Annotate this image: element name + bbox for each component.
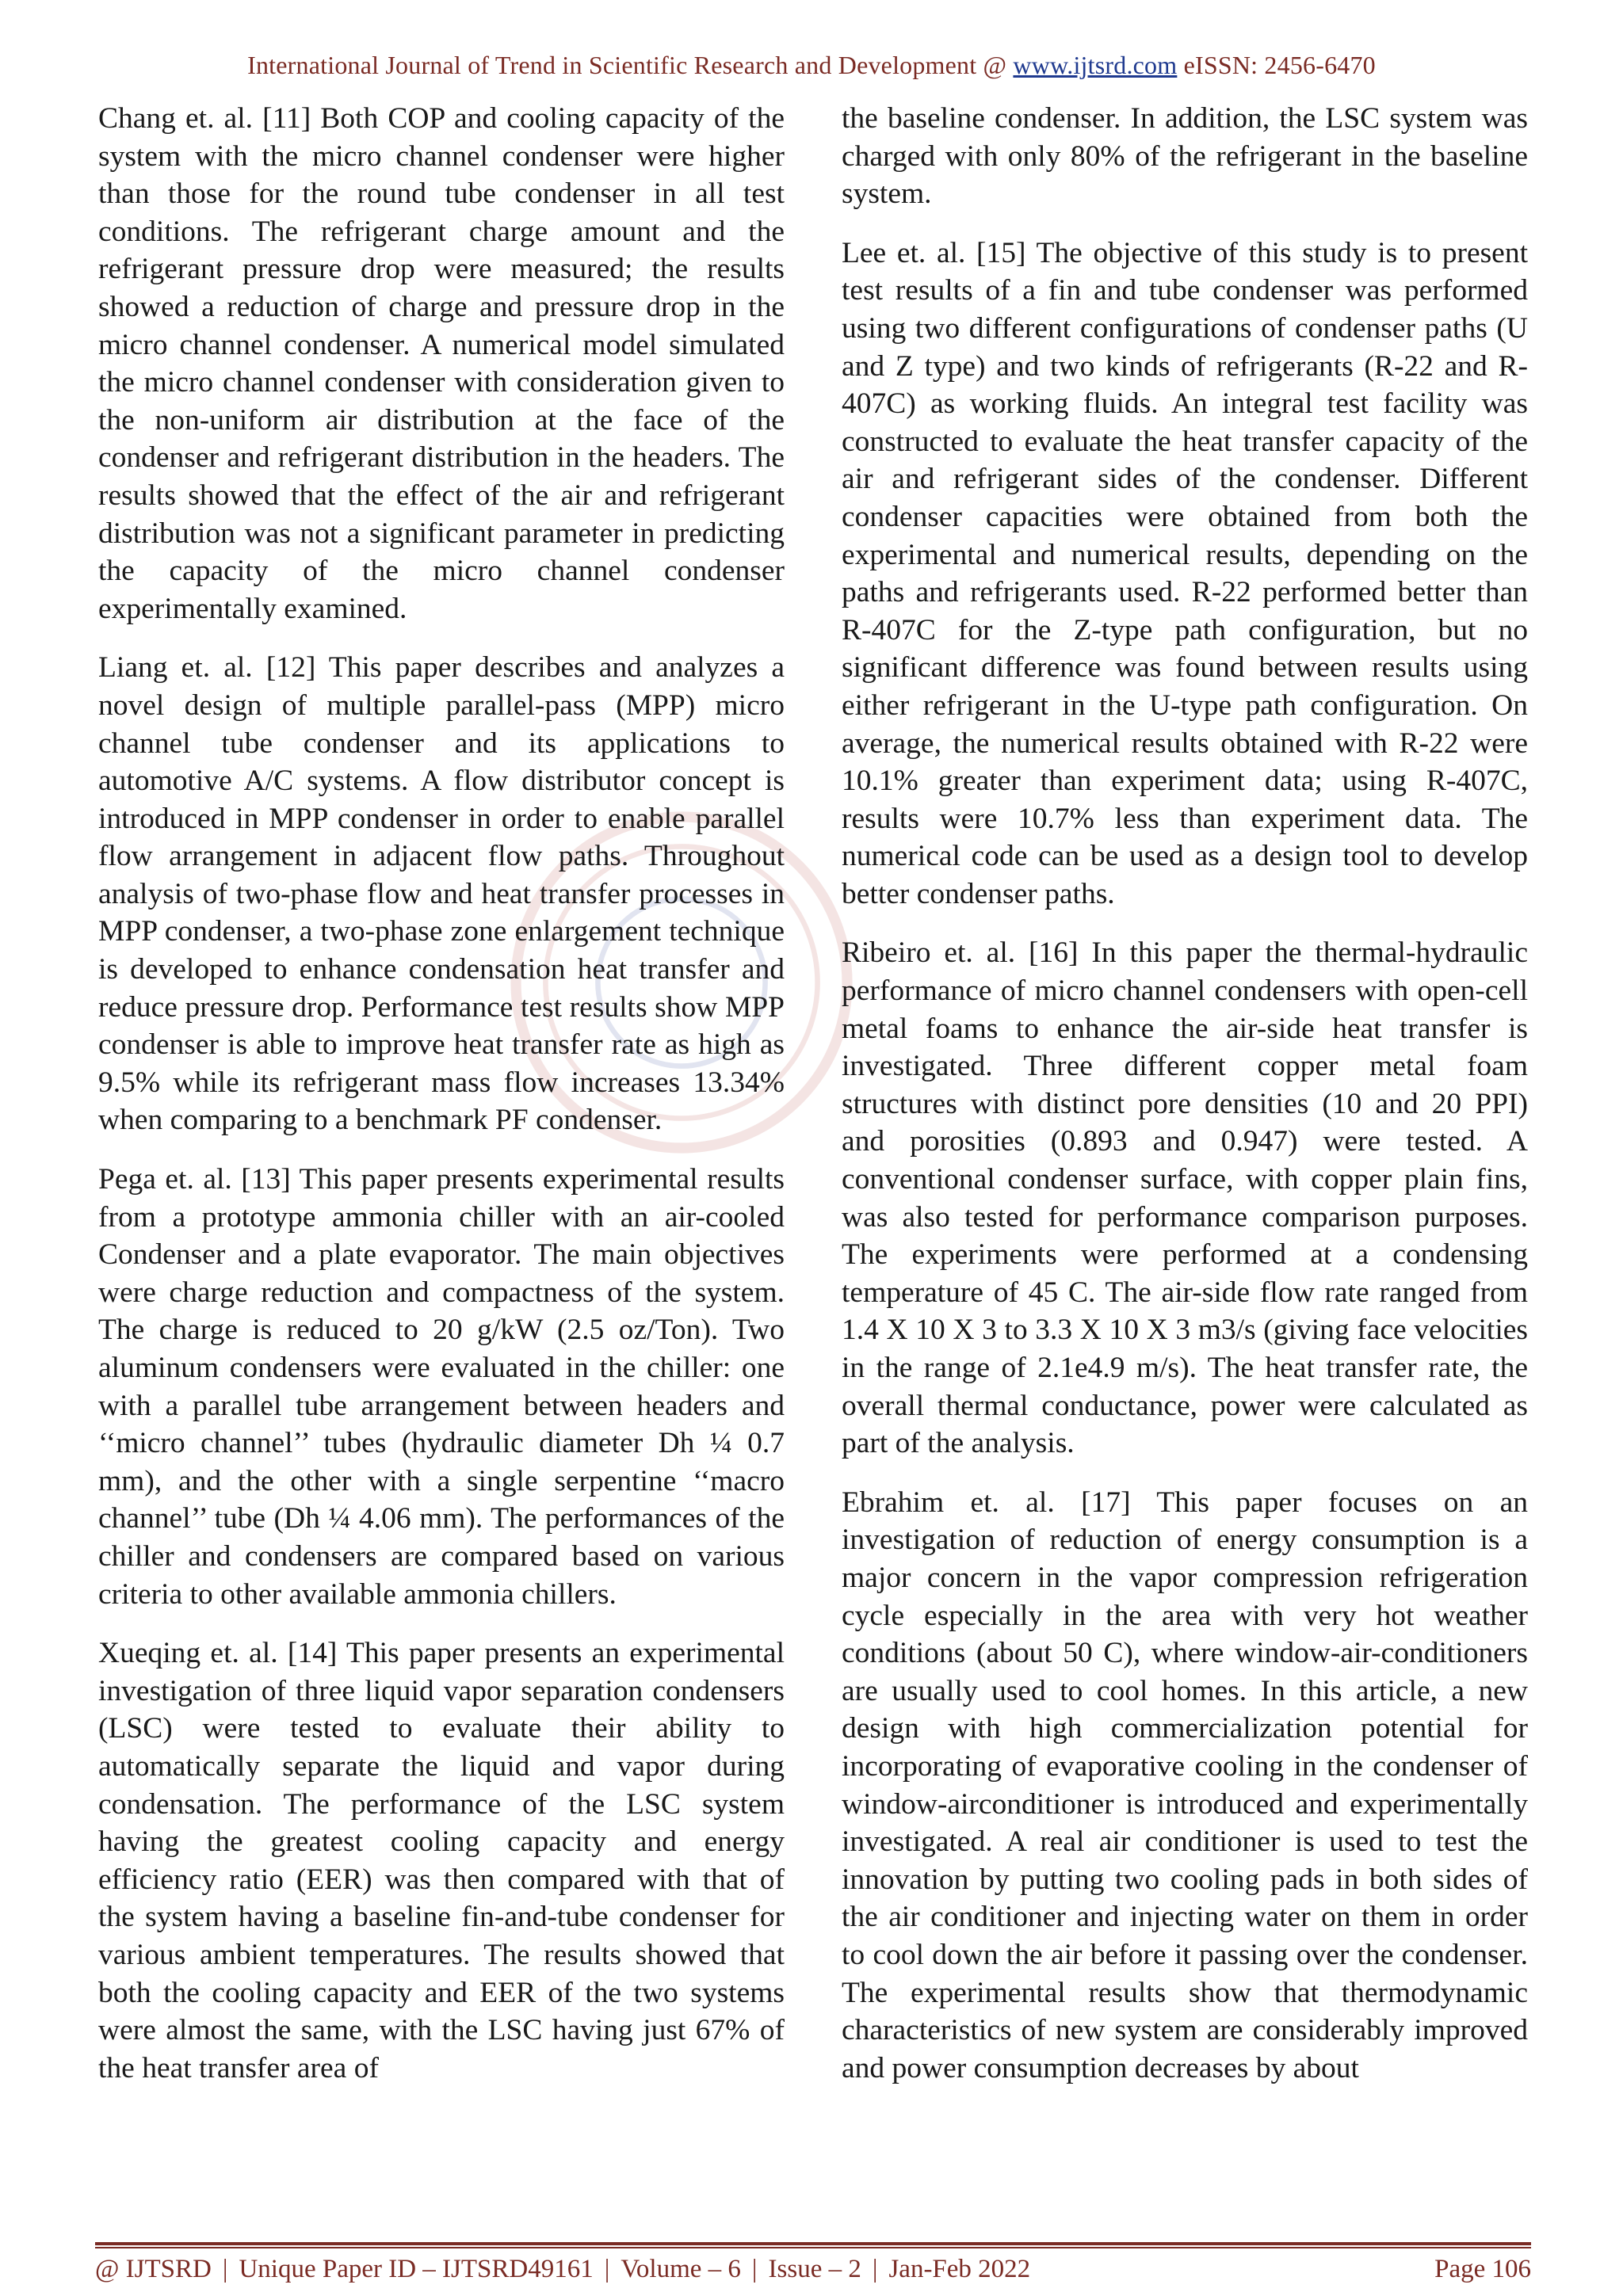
paragraph-ebrahim: Ebrahim et. al. [17] This paper focuses on an investigation of reduction of energy consumption is a major concern in the vapor compression refrigeration cycle especially in the area with very hot weather conditions (about 50 C), where window-air-conditioners are usually used to cool homes. In this article, a new design with high commercialization potential for incorporating of evaporative cooling in the condenser of window-airconditioner is introduced and experimentally investigated. A real air conditioner is used to test the innovation by putting two cooling pads in both sides of the air conditioner and injecting water on them in order to cool down the air before it passing over the condenser. The experimental results show that thermodynamic characteristics of new system are considerably improved and power consumption decreases by about [842,1486,1528,2084]
footer-date: Jan-Feb 2022 [888,2255,1031,2283]
footer-issue: Issue – 2 [768,2255,861,2283]
paragraph-xueqing: Xueqing et. al. [14] This paper presents an experimental investigation of three liquid vapor separation condensers (LSC) were tested to evaluate their ability to automatically separate the liquid and vapor during condensation. The performance of the LSC system having the greatest cooling capacity and energy efficiency ratio (EER) was then compared with that of the system having a baseline fin-and-tube condenser for various ambient temperatures. The results showed that both the cooling capacity and EER of the two systems were almost the same, with the LSC having just 67% of the heat transfer area of [98,1637,785,2084]
left-column [98,100,785,2108]
running-header [0,51,1623,80]
footer-paper-id: Unique Paper ID – IJTSRD49161 [239,2255,594,2283]
page-footer [95,2255,1531,2284]
footer-copyright: @ IJTSRD [95,2255,212,2283]
page-number: Page 106 [1434,2255,1531,2283]
footer-rule-thin [95,2247,1531,2248]
journal-url-link[interactable]: www.ijtsrd.com [1013,51,1178,79]
footer-separator: | [222,2255,228,2283]
paragraph-pega: Pega et. al. [13] This paper presents experimental results from a prototype ammonia chiller with an air-cooled Condenser and a plate evaporator. The main objectives were charge reduction and compactness of the system. The charge is reduced to 20 g/kW (2.5 oz/Ton). Two aluminum condensers were evaluated in the chiller: one with a parallel tube arrangement between headers and ‘‘micro channel’’ tubes (hydraulic diameter Dh ¼ 0.7 mm), and the other with a single serpentine ‘‘macro channel’’ tube (Dh ¼ 4.06 mm). The performances of the chiller and condensers are compared based on various criteria to other available ammonia chillers. [98,1163,785,1611]
footer-rule-thick [95,2242,1531,2245]
paragraph-ribeiro: Ribeiro et. al. [16] In this paper the thermal-hydraulic performance of micro channel condensers with open-cell metal foams to enhance the air-side heat transfer is investigated. Three different copper metal foam structures with distinct pore densities (10 and 20 PPI) and porosities (0.893 and 0.947) were tested. A conventional condenser surface, with copper plain fins, was also tested for performance comparison purposes. The experiments were performed at a condensing temperature of 45 C. The air-side flow rate ranged from 1.4 X 10 X 3 to 3.3 X 10 X 3 m3/s (giving face velocities in the range of 2.1e4.9 m/s). The heat transfer rate, the overall thermal conductance, power were calculated as part of the analysis. [842,936,1528,1460]
footer-details [95,2255,1030,2284]
journal-name: International Journal of Trend in Scientific Research and Development @ [247,51,1007,79]
footer-separator: | [872,2255,878,2283]
paragraph-lee: Lee et. al. [15] The objective of this study is to present test results of a fin and tube condenser was performed using two different configurations of condenser paths (U and Z type) and two kinds of refrigerants (R-22 and R-407C) as working fluids. An integral test facility was constructed to evaluate the heat transfer capacity of the air and refrigerant sides of the condenser. Different condenser capacities were obtained from both the experimental and numerical results, depending on the paths and refrigerants used. R-22 performed better than R-407C for the Z-type path configuration, but no significant difference was found between results using either refrigerant in the U-type path configuration. On average, the numerical results obtained with R-22 were 10.1% greater than experiment data; using R-407C, results were 10.7% less than experiment data. The numerical code can be used as a design tool to develop better condenser paths. [842,236,1528,910]
right-column [842,100,1528,2108]
paragraph-chang: Chang et. al. [11] Both COP and cooling capacity of the system with the micro channel condenser were higher than those for the round tube condenser in all test conditions. The refrigerant charge amount and the refrigerant pressure drop were measured; the results showed a reduction of charge and pressure drop in the micro channel condenser. A numerical model simulated the micro channel condenser with consideration given to the non-uniform air distribution at the face of the condenser and refrigerant distribution in the headers. The results showed that the effect of the air and refrigerant distribution was not a significant parameter in predicting the capacity of the micro channel condenser experimentally examined. [98,102,785,625]
eissn: eISSN: 2456-6470 [1183,51,1376,79]
footer-separator: | [751,2255,758,2283]
footer-separator: | [604,2255,610,2283]
footer-volume: Volume – 6 [621,2255,741,2283]
paragraph-liang: Liang et. al. [12] This paper describes and analyzes a novel design of multiple parallel-pass (MPP) micro channel tube condenser and its applications to automotive A/C systems. A flow distributor concept is introduced in MPP condenser in order to enable parallel flow arrangement in adjacent flow paths. Throughout analysis of two-phase flow and heat transfer processes in MPP condenser, a two-phase zone enlargement technique is developed to enhance condensation heat transfer and reduce pressure drop. Performance test results show MPP condenser is able to improve heat transfer rate as high as 9.5% while its refrigerant mass flow increases 13.34% when comparing to a benchmark PF condenser. [98,651,785,1137]
paragraph-xueqing-continued: the baseline condenser. In addition, the LSC system was charged with only 80% of the refrigerant in the baseline system. [842,102,1528,211]
